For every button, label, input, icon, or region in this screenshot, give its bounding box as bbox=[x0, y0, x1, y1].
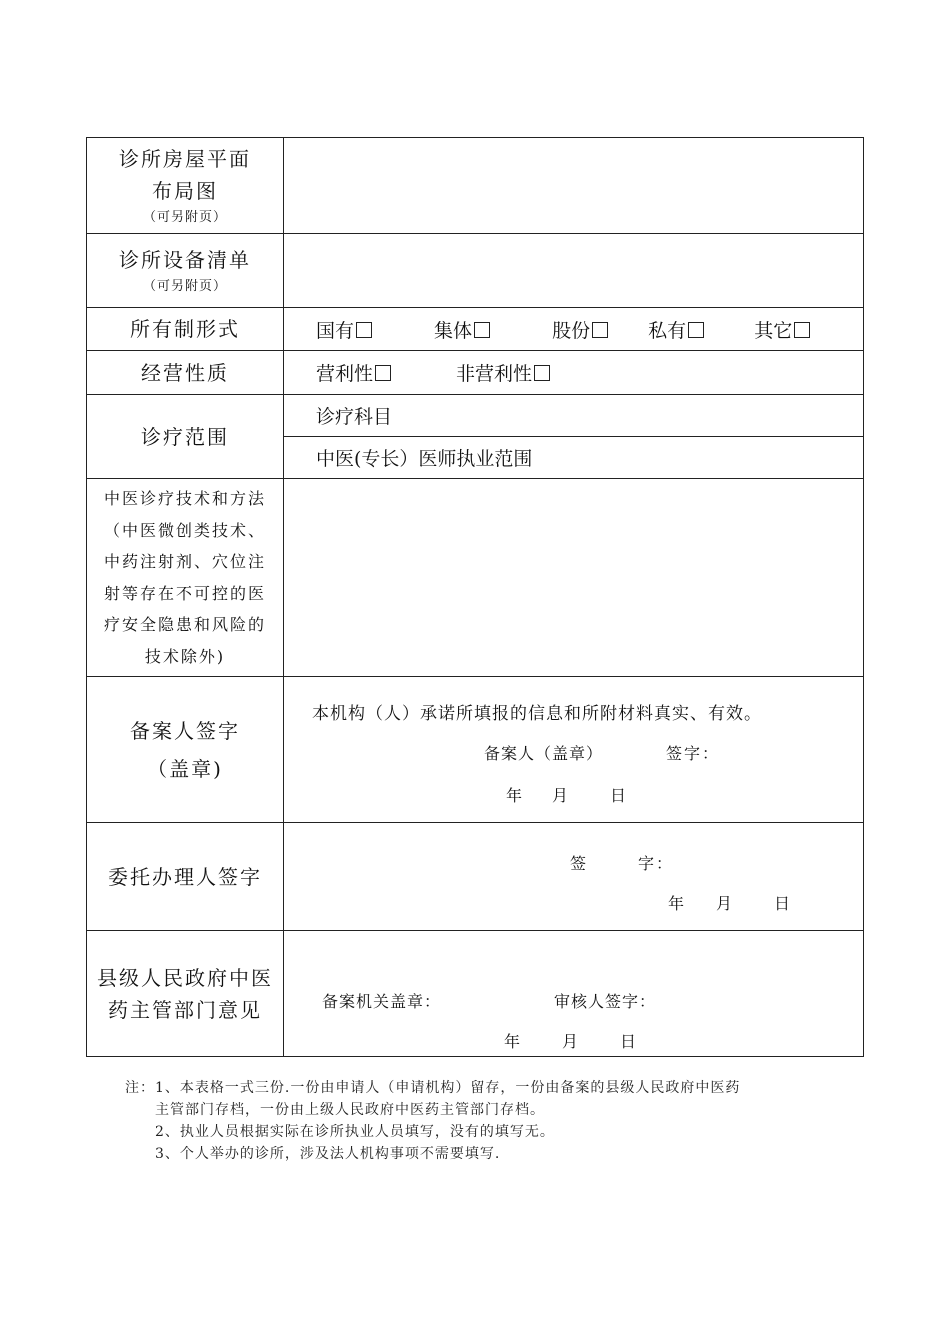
option-label: 股份 bbox=[552, 319, 591, 342]
option-label: 其它 bbox=[754, 319, 793, 342]
row-authority bbox=[87, 931, 864, 1057]
scope-subjects[interactable]: 诊疗科目 bbox=[284, 395, 864, 437]
filer-label-line1: 备案人签字 bbox=[130, 718, 240, 743]
authority-label-line2: 药主管部门意见 bbox=[108, 997, 262, 1022]
checkbox[interactable] bbox=[474, 322, 490, 338]
filer-seal-label: 备案人（盖章） bbox=[484, 744, 604, 763]
layout-plan-label-line1: 诊所房屋平面 bbox=[119, 146, 251, 171]
note-line-1: 注：1、本表格一式三份.一份由申请人（申请机构）留存，一份由备案的县级人民政府中医药 bbox=[125, 1080, 741, 1096]
equipment-label-text: 诊所设备清单 bbox=[119, 247, 251, 272]
filer-day: 日 bbox=[610, 786, 627, 805]
checkbox[interactable] bbox=[534, 365, 550, 381]
ownership-option-collective[interactable] bbox=[434, 316, 546, 343]
tcm-tech-line: 中药注射剂、穴位注 bbox=[103, 552, 266, 571]
agent-field[interactable] bbox=[284, 823, 864, 931]
tcm-tech-line: （中医微创类技术、 bbox=[103, 520, 266, 540]
layout-plan-label-line2: 布局图 bbox=[152, 178, 218, 203]
ownership-option-state[interactable] bbox=[316, 316, 428, 343]
agent-month: 月 bbox=[716, 894, 733, 913]
clinic-filing-form bbox=[86, 137, 864, 1057]
row-agent bbox=[87, 823, 864, 931]
row-business-nature bbox=[87, 351, 864, 395]
option-label: 营利性 bbox=[316, 363, 374, 385]
scope-practice-range[interactable]: 中医(专长）医师执业范围 bbox=[284, 437, 864, 479]
tcm-tech-line: 疗安全隐患和风险的 bbox=[103, 615, 266, 634]
form-notes bbox=[125, 1077, 740, 1165]
note-line-3: 2、执业人员根据实际在诊所执业人员填写，没有的填写无。 bbox=[155, 1124, 555, 1140]
checkbox[interactable] bbox=[688, 322, 704, 338]
filer-month: 月 bbox=[552, 786, 569, 805]
layout-plan-note: （可另附页） bbox=[142, 209, 227, 225]
filer-label bbox=[87, 677, 284, 823]
row-equipment bbox=[87, 234, 864, 308]
row-ownership bbox=[87, 308, 864, 351]
tcm-tech-label bbox=[87, 479, 284, 677]
tcm-tech-field[interactable] bbox=[284, 479, 864, 677]
note-line-4: 3、个人举办的诊所，涉及法人机构事项不需要填写. bbox=[155, 1146, 501, 1162]
pledge-text: 本机构（人）承诺所填报的信息和所附材料真实、有效。 bbox=[312, 704, 762, 724]
agent-label: 委托办理人签字 bbox=[87, 823, 284, 931]
agent-sign-b: 字： bbox=[638, 854, 675, 873]
authority-field[interactable] bbox=[284, 931, 864, 1057]
option-label: 非营利性 bbox=[456, 363, 533, 385]
ownership-options bbox=[284, 308, 864, 351]
checkbox[interactable] bbox=[356, 322, 372, 338]
authority-seal-label: 备案机关盖章： bbox=[322, 992, 442, 1011]
row-scope-subjects bbox=[87, 395, 864, 437]
filer-label-line2: （盖章) bbox=[147, 756, 223, 781]
option-label: 集体 bbox=[434, 319, 473, 342]
note-line-2: 主管部门存档，一份由上级人民政府中医药主管部门存档。 bbox=[155, 1102, 545, 1118]
business-nature-label: 经营性质 bbox=[87, 351, 284, 395]
ownership-option-other[interactable] bbox=[754, 316, 810, 343]
filer-year: 年 bbox=[506, 786, 523, 805]
authority-day: 日 bbox=[620, 1032, 637, 1051]
authority-month: 月 bbox=[562, 1032, 579, 1051]
authority-year: 年 bbox=[504, 1032, 521, 1051]
ownership-option-private[interactable] bbox=[648, 316, 748, 343]
tcm-tech-line: 射等存在不可控的医 bbox=[103, 583, 266, 603]
option-label: 国有 bbox=[316, 319, 355, 342]
authority-label bbox=[87, 931, 284, 1057]
filer-sign-label: 签字： bbox=[666, 744, 721, 763]
checkbox[interactable] bbox=[375, 365, 391, 381]
authority-label-line1: 县级人民政府中医 bbox=[97, 965, 273, 990]
equipment-label bbox=[87, 234, 284, 308]
row-tcm-tech bbox=[87, 479, 864, 677]
business-option-profit[interactable] bbox=[316, 359, 450, 386]
row-filer bbox=[87, 677, 864, 823]
agent-day: 日 bbox=[774, 894, 791, 913]
equipment-field[interactable] bbox=[284, 234, 864, 308]
layout-plan-field[interactable] bbox=[284, 138, 864, 234]
layout-plan-label bbox=[87, 138, 284, 234]
reviewer-sign-label: 审核人签字： bbox=[554, 992, 657, 1011]
checkbox[interactable] bbox=[592, 322, 608, 338]
tcm-tech-line: 中医诊疗技术和方法 bbox=[103, 489, 266, 508]
option-label: 私有 bbox=[648, 319, 687, 342]
business-nature-options bbox=[284, 351, 864, 395]
agent-sign-a: 签 bbox=[570, 854, 587, 873]
row-layout-plan bbox=[87, 138, 864, 234]
scope-label: 诊疗范围 bbox=[87, 395, 284, 479]
tcm-tech-line: 技术除外) bbox=[144, 646, 226, 666]
filer-field[interactable] bbox=[284, 677, 864, 823]
business-option-nonprofit[interactable] bbox=[456, 359, 550, 386]
ownership-option-shareholding[interactable] bbox=[552, 316, 642, 343]
agent-year: 年 bbox=[668, 894, 685, 913]
ownership-label: 所有制形式 bbox=[87, 308, 284, 351]
equipment-note: （可另附页） bbox=[142, 278, 227, 294]
checkbox[interactable] bbox=[794, 322, 810, 338]
